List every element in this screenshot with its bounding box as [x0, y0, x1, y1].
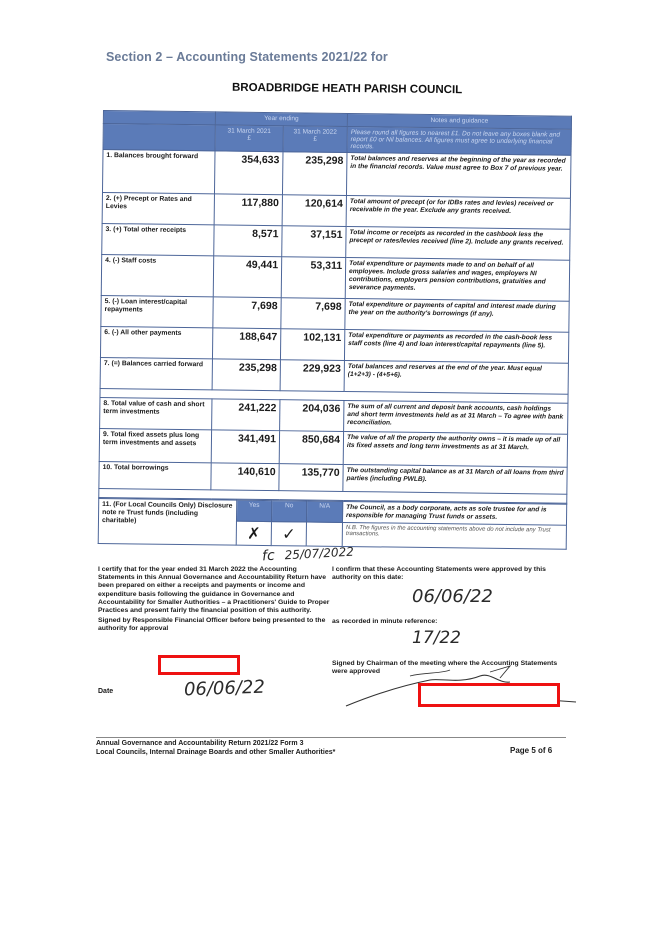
- value-2021: 49,441: [213, 256, 281, 298]
- row-label: 2. (+) Precept or Rates and Levies: [102, 192, 214, 224]
- table-row: [102, 150, 570, 199]
- col-2022-header: 31 March 2022 £: [283, 126, 347, 153]
- footer-line-1: Annual Governance and Accountability Return 2021/22 Form 3: [96, 740, 304, 747]
- value-2021: 117,880: [214, 194, 282, 226]
- value-2021: 341,491: [211, 430, 279, 464]
- year-ending-header: Year ending: [215, 112, 347, 127]
- notes-header: Notes and guidance: [347, 113, 571, 129]
- footer-form-info: [96, 740, 335, 757]
- footer-line-2: Local Councils, Internal Drainage Boards and other Smaller Authorities*: [96, 748, 336, 756]
- approved-date-handwritten: 06/06/22: [412, 586, 493, 607]
- redacted-rfo-signature: [158, 655, 240, 675]
- value-2022: 120,614: [282, 195, 346, 227]
- value-2022: 235,298: [282, 152, 347, 196]
- initial-date-handwriting: fc 25/07/2022: [261, 544, 355, 565]
- redacted-chair-signature: [418, 683, 560, 707]
- row-note: Total expenditure or payments of capital and interest made during the year on the authority's borrowings (if any).: [345, 298, 569, 332]
- row-label: 9. Total fixed assets plus long term investments and assets: [99, 428, 211, 462]
- notes-intro: Please round all figures to nearest £1. Do not leave any boxes blank and report £0 or Nil balances. All figures must agree to underlying financial records.: [347, 126, 571, 155]
- trust-yes-mark: ✗: [236, 521, 271, 545]
- header-blank: [103, 111, 215, 125]
- row-label: 10. Total borrowings: [99, 461, 211, 489]
- value-2022: 135,770: [279, 464, 343, 492]
- section-title: Section 2 – Accounting Statements 2021/22 for: [106, 50, 388, 64]
- row-note: Total amount of precept (or for IDBs rates and levies) received or receivable in the year. Exclude any grants received.: [346, 195, 570, 229]
- row-note: The value of all the property the authority owns – it is made up of all its fixed assets and long term investments as at 31 March.: [343, 431, 567, 467]
- row-note: Total income or receipts as recorded in the cashbook less the precept or rates/levies received (line 2). Include any grants received.: [346, 226, 570, 260]
- trust-nb: N.B. The figures in the accounting statements above do not include any Trust transactions.: [342, 522, 566, 549]
- row-note: The sum of all current and deposit bank accounts, cash holdings and short term investments held as at 31 March – To agree with bank reconciliation.: [344, 400, 568, 434]
- value-2021: 235,298: [212, 359, 280, 391]
- trust-no-mark: ✓: [271, 522, 306, 546]
- accounting-statements-table: [98, 110, 572, 504]
- approval-certification: [332, 566, 572, 582]
- trust-note: The Council, as a body corporate, acts as sole trustee for and is responsible for managing Trust funds or assets.: [342, 501, 566, 525]
- value-2022: 7,698: [281, 298, 345, 330]
- row-label: 4. (-) Staff costs: [101, 254, 213, 296]
- signed-chair-label: Signed by Chairman of the meeting where the Accounting Statements were approved: [332, 660, 558, 676]
- date-label: Date: [98, 688, 114, 695]
- row-note: Total balances and reserves at the beginning of the year as recorded in the financial records. Value must agree to Box 7 of previous year.: [346, 152, 571, 198]
- row-label: 7. (=) Balances carried forward: [100, 357, 212, 389]
- row-note: Total expenditure or payments as recorded in the cash-book less staff costs (line 4) and loan interest/capital repayments (line 5).: [344, 329, 568, 363]
- value-2022: 102,131: [280, 329, 344, 361]
- trust-na-cell: [306, 522, 342, 546]
- trust-funds-table: [98, 498, 568, 550]
- trust-na-header: N/A: [306, 501, 342, 522]
- signed-rfo-label: Signed by Responsible Financial Officer before being presented to the authority for approval: [98, 617, 326, 633]
- row-note: Total expenditure or payments made to and on behalf of all employees. Include gross salaries and wages, employers NI contributions, employers pension contributions, gratuities and severance payments.: [345, 257, 569, 301]
- value-2021: 7,698: [213, 297, 281, 329]
- row-note: The outstanding capital balance as at 31 March of all loans from third parties (including PWLB).: [343, 464, 567, 494]
- trust-no-header: No: [271, 501, 306, 522]
- minute-ref-handwritten: 17/22: [412, 628, 461, 648]
- value-2021: 188,647: [212, 328, 280, 360]
- minute-ref-label: as recorded in minute reference:: [332, 618, 438, 625]
- row-note: Total balances and reserves at the end of the year. Must equal (1+2+3) - (4+5+6).: [344, 360, 568, 394]
- row-label: 1. Balances brought forward: [102, 150, 215, 194]
- value-2021: 241,222: [212, 399, 280, 431]
- value-2022: 229,923: [280, 360, 344, 392]
- row-label: 5. (-) Loan interest/capital repayments: [101, 295, 213, 327]
- value-2021: 8,571: [214, 225, 282, 257]
- value-2022: 53,311: [281, 257, 345, 299]
- date-handwritten: 06/06/22: [183, 676, 266, 701]
- rfo-certification: [98, 566, 330, 634]
- row-label: 3. (+) Total other receipts: [102, 223, 214, 255]
- trust-label: 11. (For Local Councils Only) Disclosure note re Trust funds (including charitable): [98, 498, 237, 545]
- value-2021: 140,610: [211, 463, 279, 491]
- row-label: 6. (-) All other payments: [100, 326, 212, 358]
- footer-divider: [96, 737, 566, 738]
- trust-yes-header: Yes: [236, 500, 271, 521]
- approval-text: I confirm that these Accounting Statements were approved by this authority on this date:: [332, 566, 546, 582]
- accounting-statements-table-area: [98, 110, 573, 561]
- row-label: 8. Total value of cash and short term investments: [100, 397, 212, 429]
- value-2022: 204,036: [280, 400, 344, 432]
- table-row: [101, 254, 569, 301]
- council-name: BROADBRIDGE HEATH PARISH COUNCIL: [231, 81, 463, 97]
- col-2021-header: 31 March 2021 £: [215, 125, 283, 152]
- value-2022: 37,151: [282, 226, 346, 258]
- value-2021: 354,633: [214, 151, 283, 195]
- value-2022: 850,684: [279, 431, 343, 465]
- page-number: Page 5 of 6: [510, 746, 553, 755]
- header-blank-2: [103, 124, 215, 151]
- certification-text: I certify that for the year ended 31 March 2022 the Accounting Statements in this Annual Governance and Accountability Return have been prepared on either a receipts and payments or income and expenditure basis following the guidance in Governance and Accountability for Smaller Authorities – a Practitioners' Guide to Proper Practices and present fairly the financial position of this authority.: [98, 566, 330, 615]
